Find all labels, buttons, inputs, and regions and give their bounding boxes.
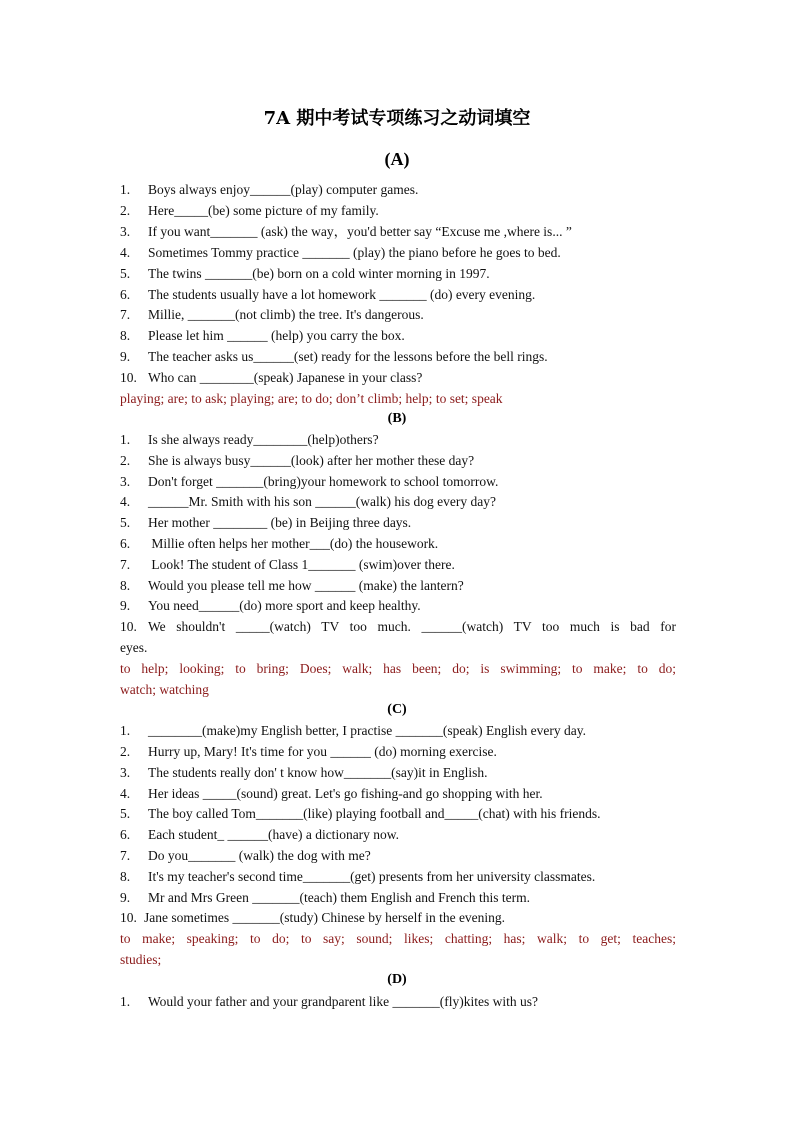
list-item: 7. Millie, _______(not climb) the tree. It's dangerous. — [120, 307, 424, 322]
list-item: 1. Boys always enjoy______(play) computer games. — [120, 182, 419, 197]
list-item: 9. Mr and Mrs Green _______(teach) them English and French this term. — [120, 890, 531, 905]
list-item: 10. Jane sometimes _______(study) Chinese by herself in the evening. — [120, 910, 506, 925]
section-heading-c: (C) — [387, 702, 407, 717]
list-item: 2. Here_____(be) some picture of my family. — [120, 203, 379, 218]
list-item: 1. ________(make)my English better, I practise _______(speak) English every day. — [120, 723, 586, 738]
answer-key: to help; looking; to bring; Does; walk; has been; do; is swimming; to make; to do; — [120, 661, 676, 676]
list-item: 8. Please let him ______ (help) you carry the box. — [120, 328, 405, 343]
list-item: 9. You need______(do) more sport and keep healthy. — [120, 598, 421, 613]
list-item: 3. The students really don' t know how_______(say)it in English. — [120, 765, 488, 780]
list-item: 6. Millie often helps her mother___(do) the housework. — [120, 536, 439, 551]
list-item: 10. We shouldn't _____(watch) TV too much. ______(watch) TV too much is bad for — [120, 619, 676, 634]
section-heading-d: (D) — [387, 972, 407, 987]
list-item: 3. If you want_______ (ask) the way，you'd better say “Excuse me ,where is... ” — [120, 224, 572, 239]
section-heading-a: (A) — [384, 149, 410, 169]
list-item: 2. She is always busy______(look) after her mother these day? — [120, 453, 475, 468]
page-title: 7A 期中考试专项练习之动词填空 — [263, 108, 531, 129]
list-item: 3. Don't forget _______(bring)your homework to school tomorrow. — [120, 474, 499, 489]
list-item: 8. Would you please tell me how ______ (make) the lantern? — [120, 578, 464, 593]
answer-key-continuation: watch; watching — [120, 682, 209, 697]
list-item-continuation: eyes. — [120, 640, 148, 655]
list-item: 4. ______Mr. Smith with his son ______(walk) his dog every day? — [120, 494, 496, 509]
list-item: 6. The students usually have a lot homework _______ (do) every evening. — [120, 287, 536, 302]
list-item: 4. Her ideas _____(sound) great. Let's go fishing-and go shopping with her. — [120, 786, 543, 801]
list-item: 1. Would your father and your grandparent like _______(fly)kites with us? — [120, 994, 538, 1009]
list-item: 10. Who can ________(speak) Japanese in your class? — [120, 370, 423, 385]
list-item: 4. Sometimes Tommy practice _______ (play) the piano before he goes to bed. — [120, 245, 561, 260]
list-item: 7. Do you_______ (walk) the dog with me? — [120, 848, 371, 863]
section-heading-b: (B) — [387, 411, 407, 426]
answer-key-continuation: studies; — [120, 952, 162, 967]
list-item: 1. Is she always ready________(help)others? — [120, 432, 379, 447]
list-item: 5. Her mother ________ (be) in Beijing three days. — [120, 515, 412, 530]
list-item: 2. Hurry up, Mary! It's time for you ______ (do) morning exercise. — [120, 744, 497, 759]
answer-key: playing; are; to ask; playing; are; to do; don’t climb; help; to set; speak — [120, 391, 503, 406]
list-item: 5. The boy called Tom_______(like) playing football and_____(chat) with his friends. — [120, 806, 601, 821]
list-item: 8. It's my teacher's second time_______(get) presents from her university classmates. — [120, 869, 596, 884]
list-item: 9. The teacher asks us______(set) ready for the lessons before the bell rings. — [120, 349, 548, 364]
list-item: 6. Each student_ ______(have) a dictionary now. — [120, 827, 400, 842]
list-item: 5. The twins _______(be) born on a cold winter morning in 1997. — [120, 266, 490, 281]
list-item: 7. Look! The student of Class 1_______ (swim)over there. — [120, 557, 455, 572]
answer-key: to make; speaking; to do; to say; sound; likes; chatting; has; walk; to get; teaches; — [120, 931, 676, 946]
